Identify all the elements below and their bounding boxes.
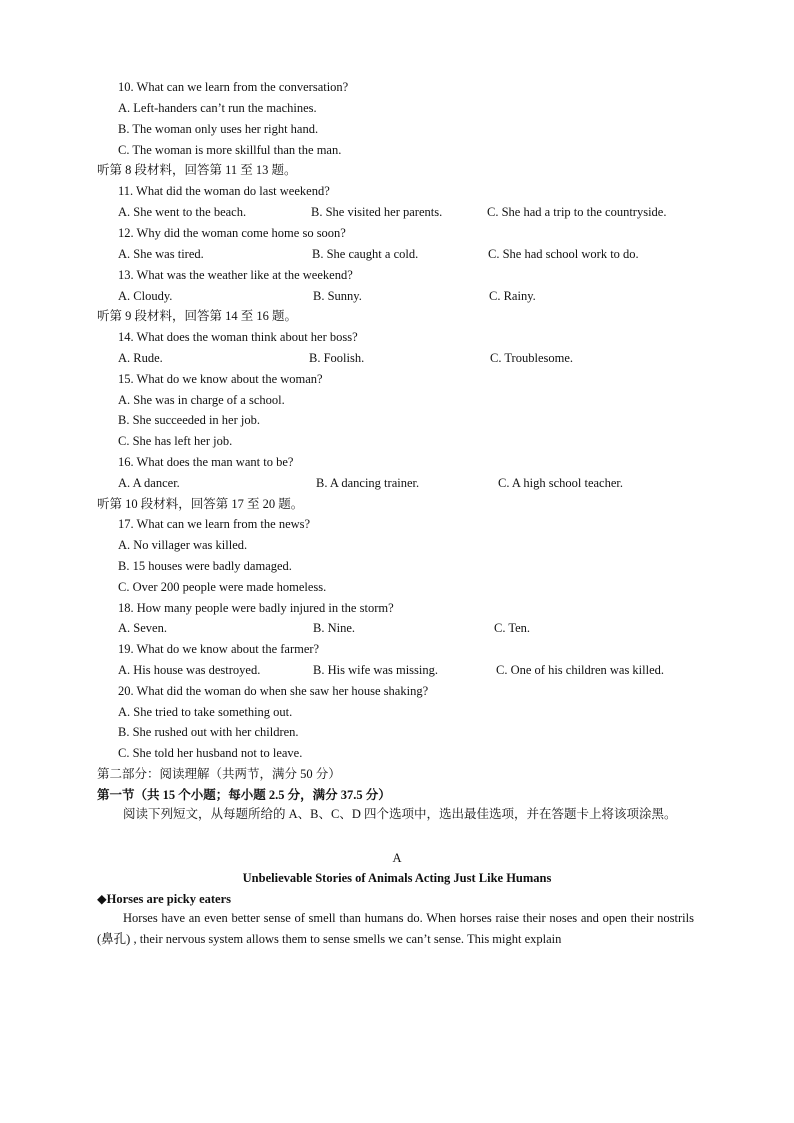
question-16-option-c: C. A high school teacher. [498,476,623,490]
question-16-option-a: A. A dancer. [118,476,180,490]
part-2-header: 第二部分：阅读理解（共两节，满分 50 分） [97,767,341,781]
passage-letter: A [392,851,402,865]
question-20-option-b: B. She rushed out with her children. [118,725,299,739]
section-8-header: 听第 8 段材料，回答第 11 至 13 题。 [97,163,297,177]
question-15-option-c: C. She has left her job. [118,434,233,448]
question-17-option-b: B. 15 houses were badly damaged. [118,559,292,573]
question-12-option-a: A. She was tired. [118,247,204,261]
question-12-option-b: B. She caught a cold. [312,247,419,261]
passage-title: Unbelievable Stories of Animals Acting Just Like Humans [242,871,552,885]
section-1-header: 第一节（共 15 个小题；每小题 2.5 分，满分 37.5 分） [97,788,391,802]
question-16-stem: 16. What does the man want to be? [118,455,294,469]
question-17-option-a: A. No villager was killed. [118,538,248,552]
instruction-paragraph: 阅读下列短文，从每题所给的 A、B、C、D 四个选项中，选出最佳选项，并在答题卡上将该项涂黑。 [123,807,677,821]
question-11-option-a: A. She went to the beach. [118,205,247,219]
question-10-option-b: B. The woman only uses her right hand. [118,122,319,136]
question-13-option-b: B. Sunny. [313,289,362,303]
question-17-option-c: C. Over 200 people were made homeless. [118,580,327,594]
question-17-stem: 17. What can we learn from the news? [118,517,311,531]
question-15-option-a: A. She was in charge of a school. [118,393,285,407]
question-14-option-b: B. Foolish. [309,351,365,365]
passage-paragraph: Horses have an even better sense of smell than humans do. When horses raise their noses and open their nostrils (鼻孔) , their nervous system allows them to sense smells we can’t sense. This might explain [97,911,694,946]
question-11-stem: 11. What did the woman do last weekend? [118,184,330,198]
section-9-header: 听第 9 段材料，回答第 14 至 16 题。 [97,309,298,323]
question-20-option-c: C. She told her husband not to leave. [118,746,303,760]
question-10-option-c: C. The woman is more skillful than the man. [118,143,342,157]
question-20-stem: 20. What did the woman do when she saw her house shaking? [118,684,429,698]
question-13-stem: 13. What was the weather like at the weekend? [118,268,353,282]
question-15-stem: 15. What do we know about the woman? [118,372,323,386]
question-19-option-b: B. His wife was missing. [313,663,438,677]
question-10-option-a: A. Left-handers can’t run the machines. [118,101,317,115]
question-10-stem: 10. What can we learn from the conversation? [118,80,349,94]
question-18-option-c: C. Ten. [494,621,531,635]
question-16-option-b: B. A dancing trainer. [316,476,420,490]
question-14-stem: 14. What does the woman think about her boss? [118,330,358,344]
question-13-option-c: C. Rainy. [489,289,536,303]
section-10-header: 听第 10 段材料，回答第 17 至 20 题。 [97,497,304,511]
question-19-option-a: A. His house was destroyed. [118,663,261,677]
question-14-option-c: C. Troublesome. [490,351,574,365]
question-20-option-a: A. She tried to take something out. [118,705,293,719]
question-13-option-a: A. Cloudy. [118,289,173,303]
question-14-option-a: A. Rude. [118,351,163,365]
question-19-option-c: C. One of his children was killed. [496,663,665,677]
question-18-option-b: B. Nine. [313,621,356,635]
question-12-stem: 12. Why did the woman come home so soon? [118,226,346,240]
question-11-option-c: C. She had a trip to the countryside. [487,205,667,219]
question-19-stem: 19. What do we know about the farmer? [118,642,320,656]
question-12-option-c: C. She had school work to do. [488,247,639,261]
question-11-option-b: B. She visited her parents. [311,205,443,219]
question-18-stem: 18. How many people were badly injured in the storm? [118,601,394,615]
passage-subheading: ◆Horses are picky eaters [97,892,232,906]
question-15-option-b: B. She succeeded in her job. [118,413,260,427]
question-18-option-a: A. Seven. [118,621,167,635]
